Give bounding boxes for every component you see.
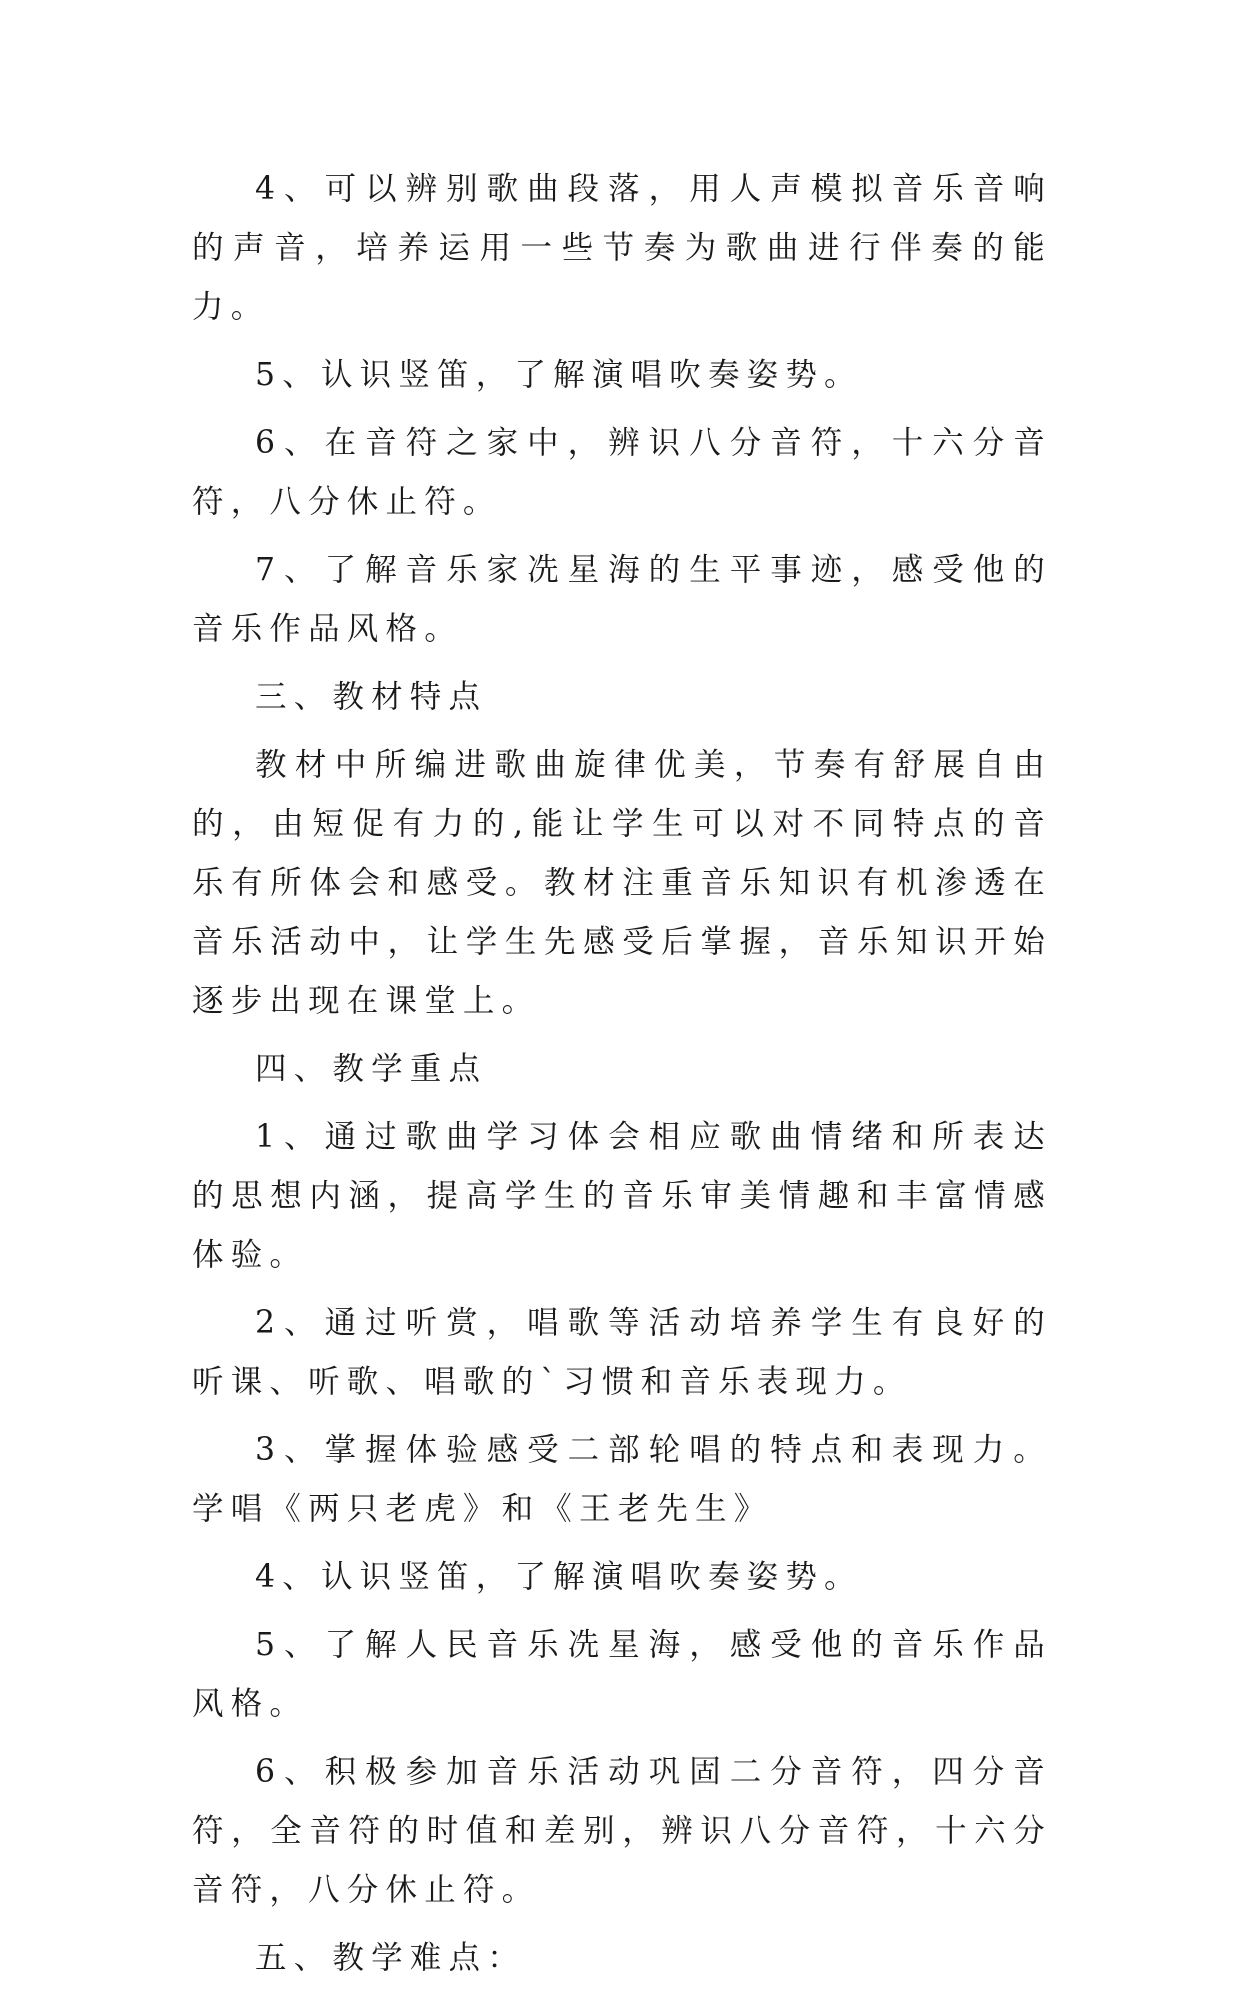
paragraph-item-6-note-values: 6、在音符之家中，辨识八分音符，十六分音符，八分休止符。 xyxy=(192,425,1052,520)
paragraph-focus-item-2: 2、通过听赏，唱歌等活动培养学生有良好的听课、听歌、唱歌的`习惯和音乐表现力。 xyxy=(192,1305,1052,1400)
section-heading-textbook-features: 三、教材特点 xyxy=(255,679,488,715)
paragraph-focus-item-1: 1、通过歌曲学习体会相应歌曲情绪和所表达的思想内涵，提高学生的音乐审美情趣和丰富情感体验。 xyxy=(192,1119,1052,1273)
section-heading-teaching-difficulties: 五、教学难点： xyxy=(255,1940,526,1976)
paragraph-textbook-features: 教材中所编进歌曲旋律优美，节奏有舒展自由的，由短促有力的,能让学生可以对不同特点的音乐有所体会和感受。教材注重音乐知识有机渗透在音乐活动中，让学生先感受后掌握，音乐知识开始逐步出现在课堂上。 xyxy=(192,747,1052,1019)
paragraph-item-7-composer: 7、了解音乐家冼星海的生平事迹，感受他的音乐作品风格。 xyxy=(192,552,1052,647)
paragraph-focus-item-5: 5、了解人民音乐冼星海，感受他的音乐作品风格。 xyxy=(192,1627,1052,1722)
paragraph-item-5-recorder: 5、认识竖笛，了解演唱吹奏姿势。 xyxy=(255,357,863,393)
paragraph-focus-item-6: 6、积极参加音乐活动巩固二分音符，四分音符，全音符的时值和差别，辨识八分音符，十六分音符，八分休止符。 xyxy=(192,1754,1052,1908)
section-heading-teaching-focus: 四、教学重点 xyxy=(255,1051,488,1087)
document-body xyxy=(192,160,1052,1997)
paragraph-item-4-singing-segments: 4、可以辨别歌曲段落，用人声模拟音乐音响的声音，培养运用一些节奏为歌曲进行伴奏的能力。 xyxy=(192,171,1052,325)
paragraph-focus-item-3: 3、掌握体验感受二部轮唱的特点和表现力。学唱《两只老虎》和《王老先生》 xyxy=(192,1432,1052,1527)
paragraph-focus-item-4: 4、认识竖笛，了解演唱吹奏姿势。 xyxy=(255,1559,863,1595)
